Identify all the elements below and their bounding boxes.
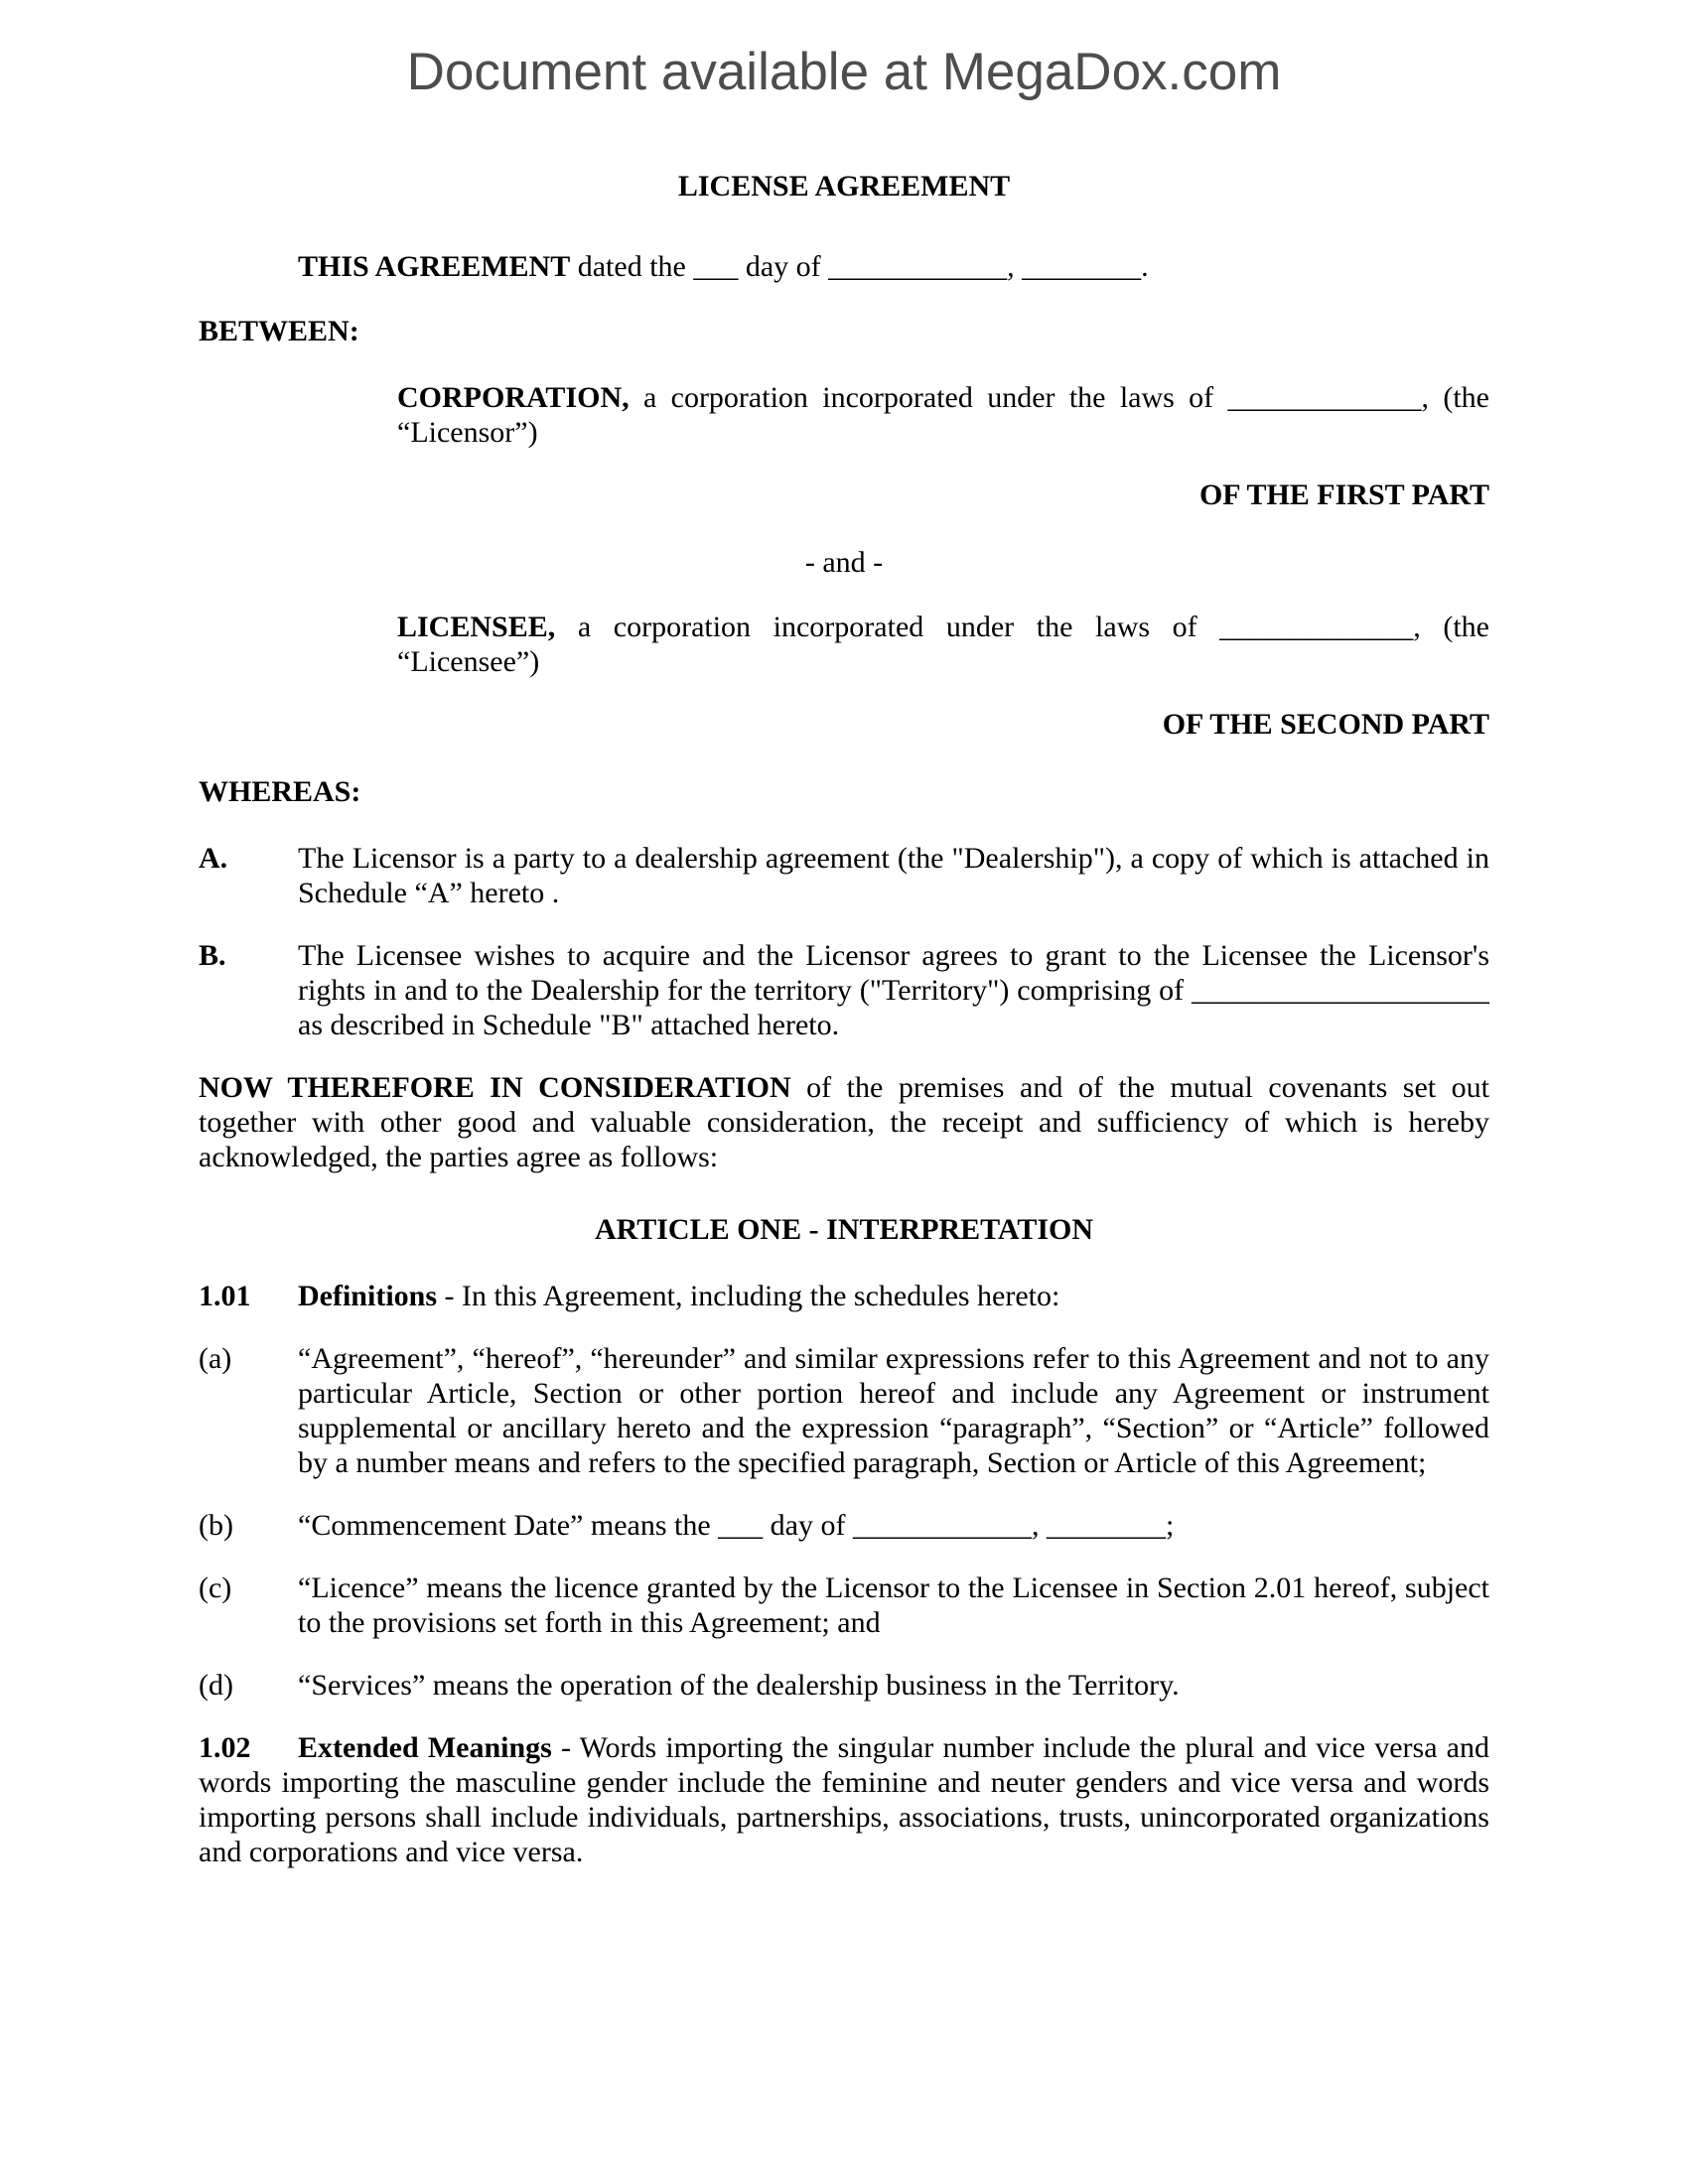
clause-c-text: “Licence” means the licence granted by the Licensor to the Licensee in Section 2.01 hereof, subject to the provisions set forth in this Agreement; and [298,1571,1489,1639]
whereas-label: WHEREAS: [199,775,361,808]
recital-a [199,841,1489,910]
article-one-heading: ARTICLE ONE - INTERPRETATION [594,1213,1094,1246]
section-1-02-number: 1.02 [199,1731,251,1764]
clause-d-text: “Services” means the operation of the dealership business in the Territory. [298,1669,1180,1702]
clause-a [199,1341,1489,1480]
clause-b-text: “Commencement Date” means the ___ day of ____________, ________; [298,1509,1175,1542]
watermark-header: Document available at MegaDox.com [406,43,1282,101]
clause-b-label: (b) [199,1509,233,1542]
clause-c [199,1570,1489,1640]
section-1-01 [199,1279,1489,1313]
clause-c-label: (c) [199,1571,232,1604]
clause-d [199,1668,1489,1703]
licensee-party-paragraph: LICENSEE, a corporation incorporated under the laws of _____________, (the “Licensee”) [397,611,1489,678]
document-title: LICENSE AGREEMENT [677,170,1011,203]
recital-a-label: A. [199,842,228,875]
licensor-party-paragraph: CORPORATION, a corporation incorporated under the laws of _____________, (the “Licensor”) [397,381,1489,449]
first-part-label: OF THE FIRST PART [1198,478,1489,511]
recital-a-text: The Licensor is a party to a dealership agreement (the "Dealership"), a copy of which is attached in Schedule “A” hereto . [298,842,1489,909]
recital-b-label: B. [199,939,226,972]
clause-a-label: (a) [199,1342,232,1375]
section-1-02 [199,1730,1489,1869]
between-label: BETWEEN: [199,315,359,347]
clause-d-label: (d) [199,1669,233,1702]
clause-b [199,1508,1489,1543]
clause-a-text: “Agreement”, “hereof”, “hereunder” and similar expressions refer to this Agreement and not to any particular Article, Section or other portion hereof and include any Agreement or instrument supplemental or ancillary hereto and the expression “paragraph”, “Section” or “Article” followed by a number means and refers to the specified paragraph, Section or Article of this Agreement; [298,1342,1489,1479]
consideration-paragraph: NOW THEREFORE IN CONSIDERATION of the premises and of the mutual covenants set out together with other good and valuable consideration, the receipt and sufficiency of which is hereby acknowledged, the parties agree as follows: [199,1071,1489,1173]
and-separator: - and - [804,546,884,579]
recital-b [199,938,1489,1042]
section-1-01-text: Definitions - In this Agreement, including the schedules hereto: [298,1280,1060,1312]
intro-paragraph: THIS AGREEMENT dated the ___ day of ____________, ________. [298,250,1149,283]
second-part-label: OF THE SECOND PART [1162,708,1489,741]
recital-b-text: The Licensee wishes to acquire and the Licensor agrees to grant to the Licensee the Licensor's rights in and to the Dealership for the territory ("Territory") comprising of ____________________ as described in Schedule "B" attached hereto. [298,939,1489,1041]
section-1-02-text: Extended Meanings - Words importing the singular number include the plural and vice versa and words importing the masculine gender include the feminine and neuter genders and vice versa and words importing persons shall include individuals, partnerships, associations, trusts, unincorporated organizations and corporations and vice versa. [199,1731,1489,1868]
section-1-01-number: 1.01 [199,1280,251,1312]
